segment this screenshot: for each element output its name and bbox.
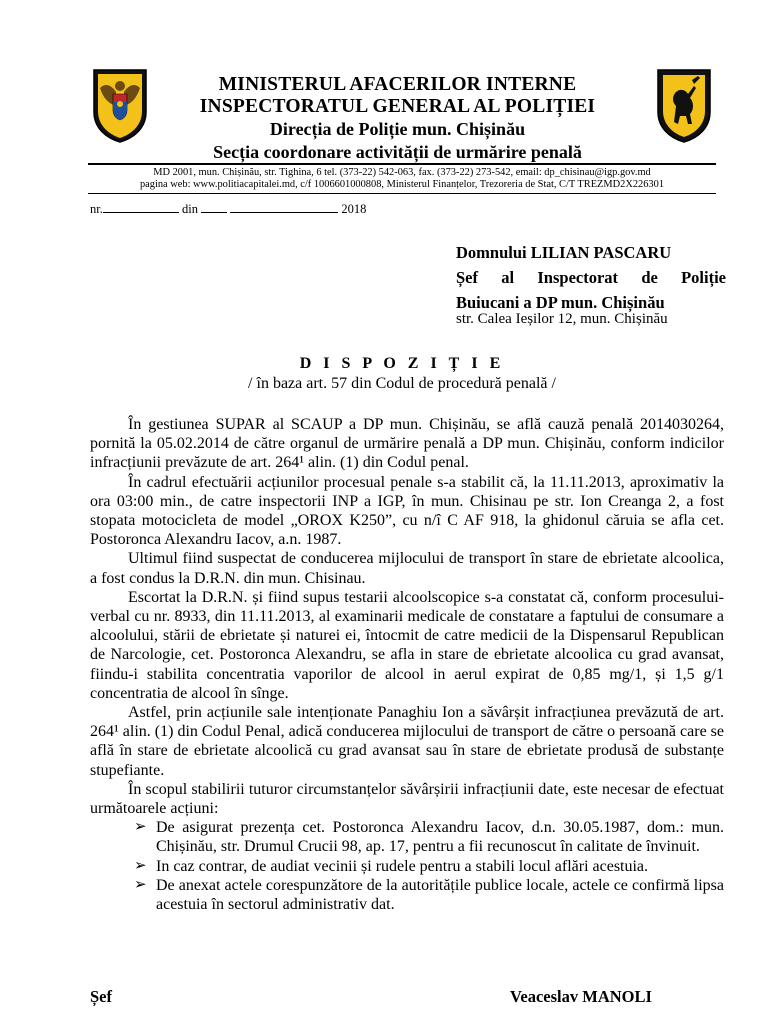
addressee-line3: Buiucani a DP mun. Chișinău — [456, 293, 665, 312]
document-title: D I S P O Z I Ț I E — [299, 355, 505, 372]
action-text: De asigurat prezența cet. Postoronca Alexandru Iacov, d.n. 30.05.1987, dom.: mun. Chișinău, str. Drumul Crucii 98, ap. 17, pentru a fii recunoscut în calitate de învinuit. — [156, 819, 724, 856]
document-body — [90, 415, 724, 914]
paragraph-qualification: Astfel, prin acțiunile sale intenționate Panaghiu Ion a săvârșit infracțiunea prevăzută de art. 264¹ alin. (1) din Codul Penal, adică conducerea mijlocului de transport de către o persoană care se află în stare de ebrietate alcoolică cu grad avansat sau în stare de ebrietate produsă de substanțe stupefiante. — [90, 704, 724, 779]
action-text: De anexat actele corespunzătore de la autoritățile publice locale, actele ce confirmă lipsa acestuia în sectorul administrativ dat. — [156, 876, 724, 914]
ministry-title: MINISTERUL AFACERILOR INTERNE — [218, 74, 577, 95]
addressee-line2: Șef al Inspectorat de Poliție — [456, 268, 726, 287]
action-list — [90, 818, 724, 914]
paragraph-necessity: În scopul stabilirii tuturor circumstanțelor săvârșirii infracțiunii date, este necesar de efectuat următoarele acțiuni: — [90, 780, 724, 818]
addressee-street: str. Calea Ieșilor 12, mun. Chișinău — [456, 311, 668, 327]
paragraph-suspicion: Ultimul fiind suspectat de conducerea mijlocului de transport în stare de ebrietate alcoolica, a fost condus la D.R.N. din mun. Chisinau. — [90, 550, 724, 587]
year-label: 2018 — [341, 202, 367, 216]
arrow-bullet-icon: ➢ — [134, 819, 147, 836]
signature-name: Veaceslav MANOLI — [510, 987, 652, 1006]
addressee-salutation: Domnului — [456, 243, 531, 262]
list-item — [90, 857, 724, 876]
header-divider-top — [88, 163, 716, 165]
paragraph-facts: În cadrul efectuării acțiunilor procesual penale s-a stabilit că, la 11.11.2013, aproximativ la ora 03:00 min., de catre inspectorii INP a IGP, în mun. Chisinau pe str. Ion Creanga 2, a fost stopata motocicleta de model „OROX K250”, cu n/î C AF 918, la ghidonul căruia se afla cet. Postoronca Alexandru Iacov, a.n. 1987. — [90, 473, 724, 549]
contact-web: pagina web: www.politiacapitalei.md, c/f 1006601000808, Ministerul Finanțelor, Trezoreria de Stat, C/T TREZMD2X226301 — [139, 179, 665, 190]
paragraph-testing: Escortat la D.R.N. și fiind supus testarii alcoolscopice s-a constatat că, conform procesului-verbal cu nr. 8933, din 11.11.2013, al examinarii medicale de constatare a faptului de consumare a alcoolului, stării de ebrietate și naturei ei, întocmit de catre medicii de la Dispensarul Republican de Narcologie, cet. Postoronca Alexandru, se afla in stare de ebrietate alcoolica cu grad avansat, fiindu-i stabilita concentratia vaporilor de alcool in aerul expirat de 0,85 mg/1, și 1,5 g/1 concentratia de alcool în sînge. — [90, 588, 724, 702]
police-lion-emblem-icon — [654, 66, 714, 144]
document-subtitle: / în baza art. 57 din Codul de procedură penală / — [248, 375, 556, 392]
header-divider-bottom — [88, 193, 716, 194]
arrow-bullet-icon: ➢ — [134, 857, 147, 874]
addressee-block — [456, 240, 726, 327]
list-item — [90, 876, 724, 914]
nr-label: nr. — [90, 202, 103, 216]
nr-blank — [103, 202, 179, 213]
month-blank — [230, 202, 338, 213]
arrow-bullet-icon: ➢ — [134, 876, 147, 893]
din-label: din — [181, 202, 198, 216]
action-text: In caz contrar, de audiat vecinii și rudele pentru a stabili locul aflări acestuia. — [156, 857, 649, 875]
day-blank — [201, 202, 227, 213]
section-title: Secția coordonare activității de urmărire penală — [213, 142, 582, 162]
list-item — [90, 818, 724, 856]
addressee-name: LILIAN PASCARU — [530, 243, 672, 262]
contact-address: MD 2001, mun. Chișinău, str. Tighina, 6 tel. (373-22) 542-063, fax. (373-22) 273-542, email: dp_chisinau@igp.gov.md — [153, 167, 651, 178]
inspectorate-title: INSPECTORATUL GENERAL AL POLIȚIEI — [199, 96, 596, 117]
moldova-coat-of-arms-icon — [90, 66, 150, 144]
addressee-line1 — [456, 240, 726, 265]
paragraph-case: În gestiunea SUPAR al SCAUP a DP mun. Chișinău, se află cauză penală 2014030264, pornită la 05.02.2014 de către organul de urmărire penală a DP mun. Chișinău, conform indicilor infracțiunii prevăzute de art. 264¹ alin. (1) din Codul penal. — [90, 416, 724, 472]
signature-role: Șef — [90, 987, 112, 1006]
registration-line — [90, 202, 366, 217]
directorate-title: Direcția de Poliție mun. Chișinău — [269, 119, 526, 139]
